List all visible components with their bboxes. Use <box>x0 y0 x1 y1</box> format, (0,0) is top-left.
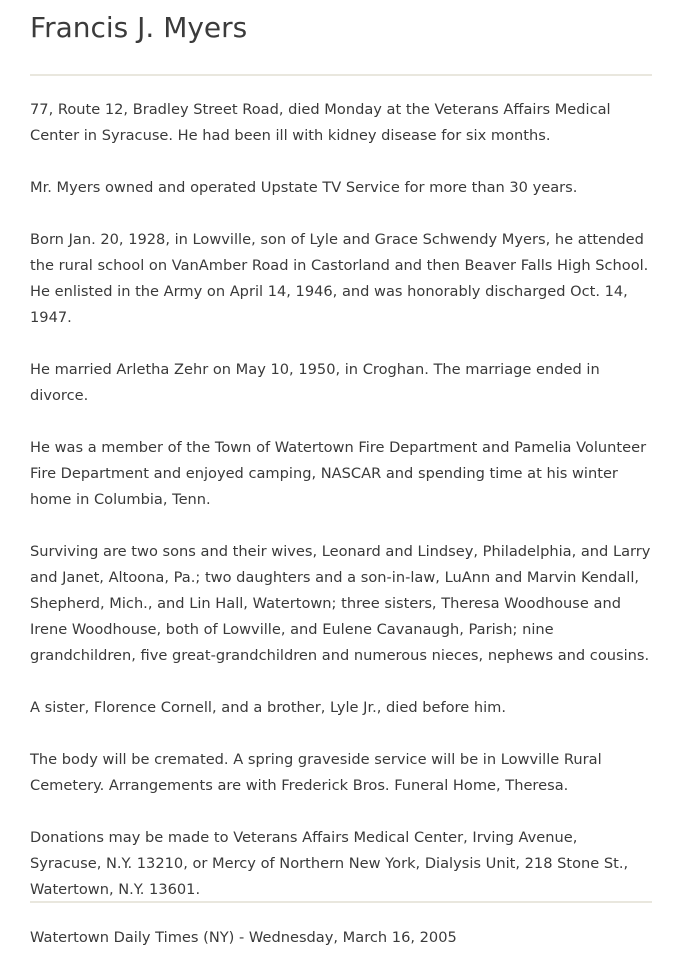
bottom-divider <box>30 901 652 903</box>
paragraph-donations: Donations may be made to Veterans Affairs Medical Center, Irving Avenue, Syracuse, N.Y. 13210, or Mercy of Northern New York, Dialysis Unit, 218 Stone St., Watertown, N.Y. 13601. <box>30 829 629 898</box>
paragraph-survivors: Surviving are two sons and their wives, Leonard and Lindsey, Philadelphia, and Larry and Janet, Altoona, Pa.; two daughters and a son-in-law, LuAnn and Marvin Kendall, Shepherd, Mich., and Lin Hall, Watertown; three sisters, Theresa Woodhouse and Irene Woodhouse, both of Lowville, and Eulene Cavanaugh, Parish; nine grandchildren, five great-grandchildren and numerous nieces, nephews and cousins. <box>30 543 651 664</box>
page-title: Francis J. Myers <box>30 11 248 44</box>
paragraph-services: The body will be cremated. A spring graveside service will be in Lowville Rural Cemetery. Arrangements are with Frederick Bros. Funeral Home, Theresa. <box>30 751 602 794</box>
paragraph-biography: Born Jan. 20, 1928, in Lowville, son of Lyle and Grace Schwendy Myers, he attended the rural school on VanAmber Road in Castorland and then Beaver Falls High School. He enlisted in the Army on April 14, 1946, and was honorably discharged Oct. 14, 1947. <box>30 231 649 326</box>
paragraph-memberships: He was a member of the Town of Watertown Fire Department and Pamelia Volunteer Fire Department and enjoyed camping, NASCAR and spending time at his winter home in Columbia, Tenn. <box>30 439 647 508</box>
obituary-body <box>30 97 652 929</box>
paragraph-predeceased: A sister, Florence Cornell, and a brother, Lyle Jr., died before him. <box>30 699 506 716</box>
paragraph-career: Mr. Myers owned and operated Upstate TV Service for more than 30 years. <box>30 179 578 196</box>
paragraph-marriage: He married Arletha Zehr on May 10, 1950, in Croghan. The marriage ended in divorce. <box>30 361 600 404</box>
top-divider <box>30 74 652 76</box>
source-citation: Watertown Daily Times (NY) - Wednesday, March 16, 2005 <box>30 929 457 946</box>
paragraph-death-notice: 77, Route 12, Bradley Street Road, died Monday at the Veterans Affairs Medical Center in Syracuse. He had been ill with kidney disease for six months. <box>30 101 611 144</box>
